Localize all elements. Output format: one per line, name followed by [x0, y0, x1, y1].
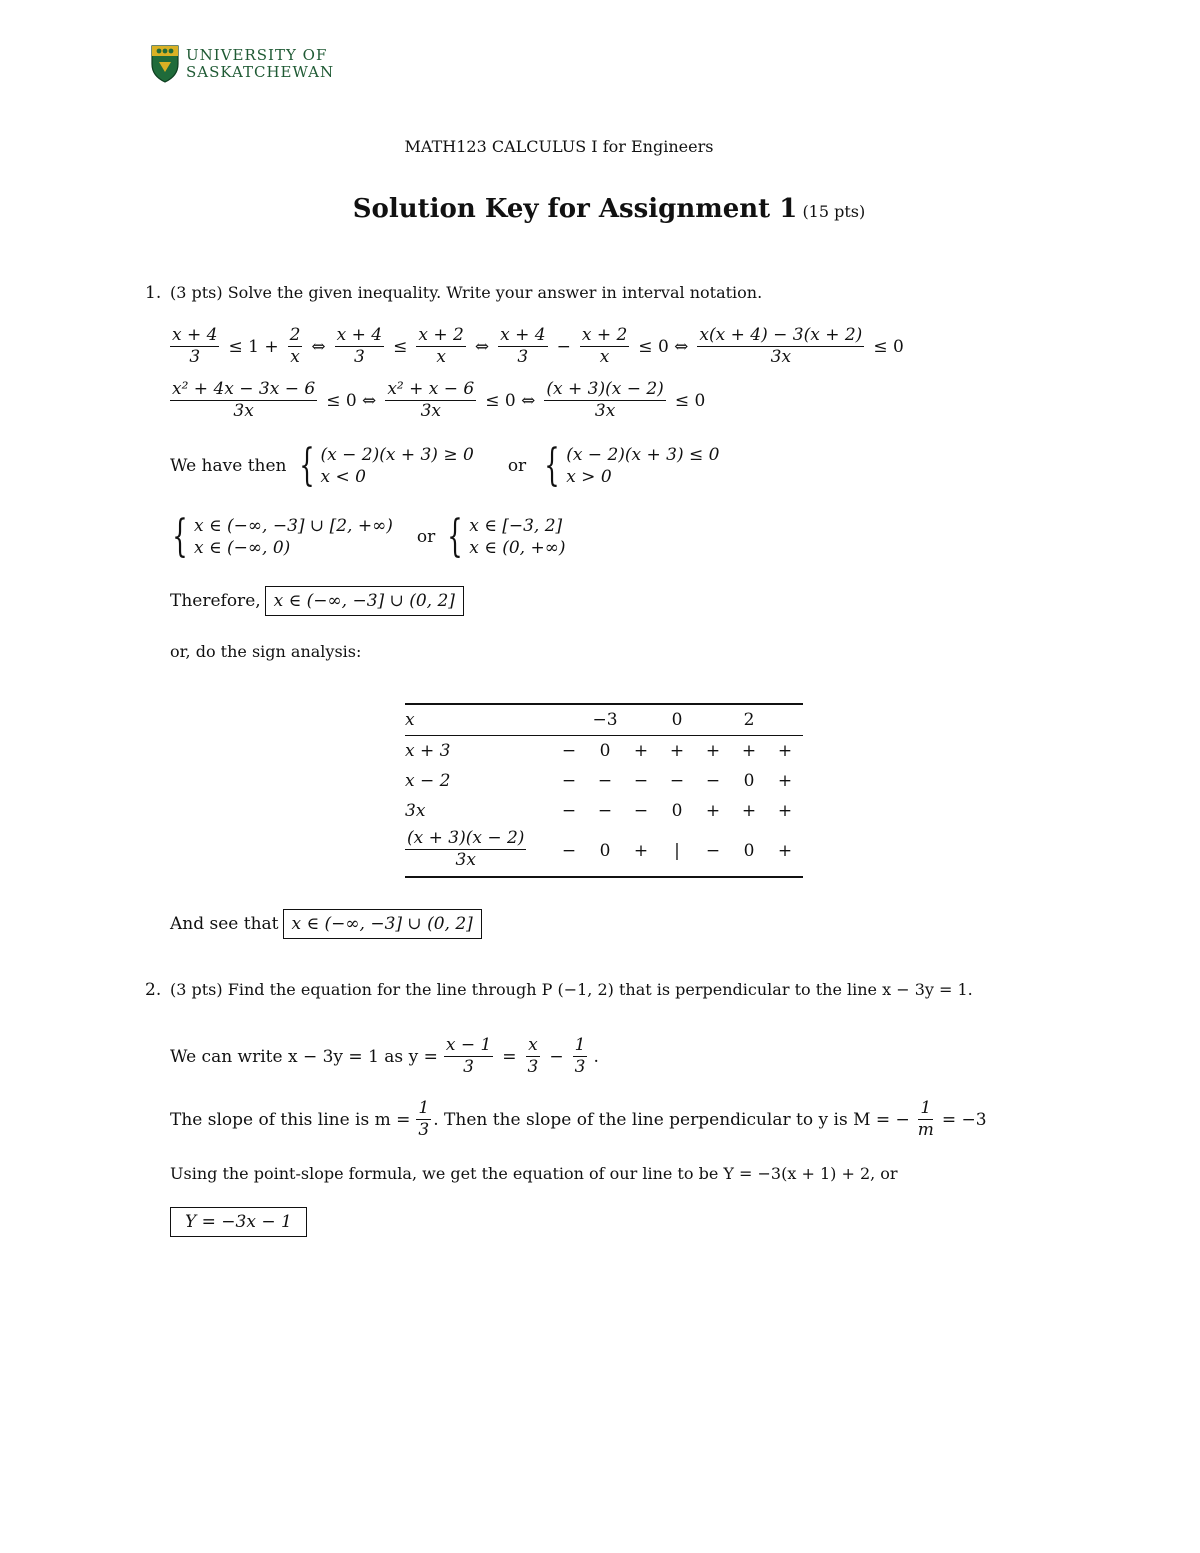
title-points: (15 pts): [802, 202, 866, 221]
q2-slope-line: The slope of this line is m = $\frac{1}{3}$ . Then the slope of the line perpendicular to y is M = − $\frac{1}{m}$ = −3: [170, 1098, 987, 1140]
answer-box: x ∈ (−∞, −3] ∪ (0, 2]: [265, 586, 464, 616]
brace-icon: {: [447, 511, 463, 562]
system-1: (x − 2)(x + 3) ≥ 0 x < 0: [320, 445, 474, 487]
sign-table: [405, 703, 803, 878]
see-that-label: And see that: [170, 914, 279, 934]
brace-icon: {: [298, 440, 315, 491]
table-row-quotient: $\frac{(x + 3)(x - 2)}{3x}$ − 0 + | − 0 +: [405, 826, 803, 877]
or-label-2: or: [416, 527, 436, 547]
q2-point-slope: Using the point-slope formula, we get the equation of our line to be Y = −3(x + 1) + 2, or: [170, 1164, 898, 1183]
shield-icon: [150, 44, 180, 84]
therefore-label: Therefore,: [170, 591, 261, 611]
system-2: (x − 2)(x + 3) ≤ 0 x > 0: [566, 445, 720, 487]
university-logo: [150, 44, 334, 84]
fraction: $\frac{x - 1}{3}$: [445, 1035, 492, 1077]
system-4: x ∈ [−3, 2] x ∈ (0, +∞): [469, 516, 566, 558]
table-row: 3x − − − 0 + + +: [405, 801, 793, 821]
fraction: $\frac{x}{3}$: [527, 1035, 539, 1077]
logo-line-1: UNIVERSITY OF: [186, 46, 328, 64]
fraction: $\frac{\text{x² + x − 6}}{3x}$: [387, 379, 475, 421]
sign-table-header: x −3 0 2: [405, 704, 803, 736]
fraction: $\frac{1}{3}$: [418, 1098, 430, 1140]
q2-rewrite-line: We can write x − 3y = 1 as y = $\frac{x - 1}{3}$ = $\frac{x}{3}$ − $\frac{1}{3}$ .: [170, 1035, 599, 1077]
brace-icon: {: [172, 511, 188, 562]
sign-analysis-intro: or, do the sign analysis:: [170, 642, 362, 661]
q1-systems-row-2: [170, 511, 566, 562]
fraction: $\frac{x + 4}{3}$: [172, 325, 218, 367]
answer-box-3: Y = −3x − 1: [170, 1207, 307, 1237]
course-title: MATH123 CALCULUS I for Engineers: [404, 137, 714, 156]
q1-see-that: [170, 909, 482, 939]
q2-answer-wrap: [170, 1207, 307, 1237]
fraction: $\frac{(x + 3)(x - 2)}{3x}$: [546, 379, 664, 421]
fraction: $\frac{x + 2}{x}$: [418, 325, 464, 367]
q1-prompt: (3 pts) Solve the given inequality. Write your answer in interval notation.: [170, 283, 763, 302]
rewrite-text: We can write x − 3y = 1 as y =: [170, 1046, 438, 1067]
fraction: $\frac{(x + 3)(x - 2)}{3x}$: [407, 828, 525, 870]
table-row: x − 2 − − − − − 0 +: [405, 771, 793, 791]
fraction: $\frac{\text{x² + 4x − 3x − 6}}{3x}$: [172, 379, 316, 421]
slope-text: The slope of this line is m =: [170, 1109, 411, 1130]
slope-text-2: . Then the slope of the line perpendicular to y is M = −: [433, 1109, 910, 1130]
q1-derivation-line-1: $\frac{x + 4}{3}$ ≤ 1 + $\frac{2}{x}$ ⇔ $\frac{x + 4}{3}$ ≤ $\frac{x + 2}{x}$ ⇔ $\frac{x + 4}{3}$ − $\frac{x + 2}{x}$ ≤ 0 ⇔ $\frac{x(x + 4) - 3(x + 2)}{3x}$ ≤ 0: [172, 325, 904, 367]
fraction: $\frac{x + 4}{3}$: [336, 325, 383, 367]
table-row: x + 3 − 0 + + + + +: [405, 736, 803, 767]
q1-systems-row-1: [170, 440, 720, 491]
logo-line-2: SASKATCHEWAN: [186, 63, 335, 81]
or-label: or: [507, 456, 527, 476]
title-text: Solution Key for Assignment 1: [352, 194, 798, 224]
we-have-then-label: We have then: [170, 456, 287, 476]
fraction: $\frac{x(x + 4) - 3(x + 2)}{3x}$: [699, 325, 863, 367]
q1-derivation-line-2: $\frac{\text{x² + 4x − 3x − 6}}{3x}$ ≤ 0 ⇔ $\frac{\text{x² + x − 6}}{3x}$ ≤ 0 ⇔ $\frac{(x + 3)(x - 2)}{3x}$ ≤ 0: [172, 379, 706, 421]
fraction: $\frac{x + 2}{x}$: [581, 325, 628, 367]
page-title: [0, 194, 1200, 224]
answer-box-2: x ∈ (−∞, −3] ∪ (0, 2]: [283, 909, 482, 939]
fraction: $\frac{1}{3}$: [574, 1035, 586, 1077]
fraction: $\frac{1}{m}$: [917, 1098, 934, 1140]
brace-icon: {: [544, 440, 560, 491]
q2-prompt: (3 pts) Find the equation for the line through P (−1, 2) that is perpendicular to the line x − 3y = 1.: [170, 980, 973, 999]
fraction: $\frac{2}{x}$: [289, 325, 301, 367]
q1-therefore: [170, 586, 464, 616]
system-3: x ∈ (−∞, −3] ∪ [2, +∞) x ∈ (−∞, 0): [194, 516, 393, 558]
fraction: $\frac{x + 4}{3}$: [500, 325, 546, 367]
q1-number: 1.: [145, 283, 162, 303]
q2-number: 2.: [145, 980, 162, 1000]
